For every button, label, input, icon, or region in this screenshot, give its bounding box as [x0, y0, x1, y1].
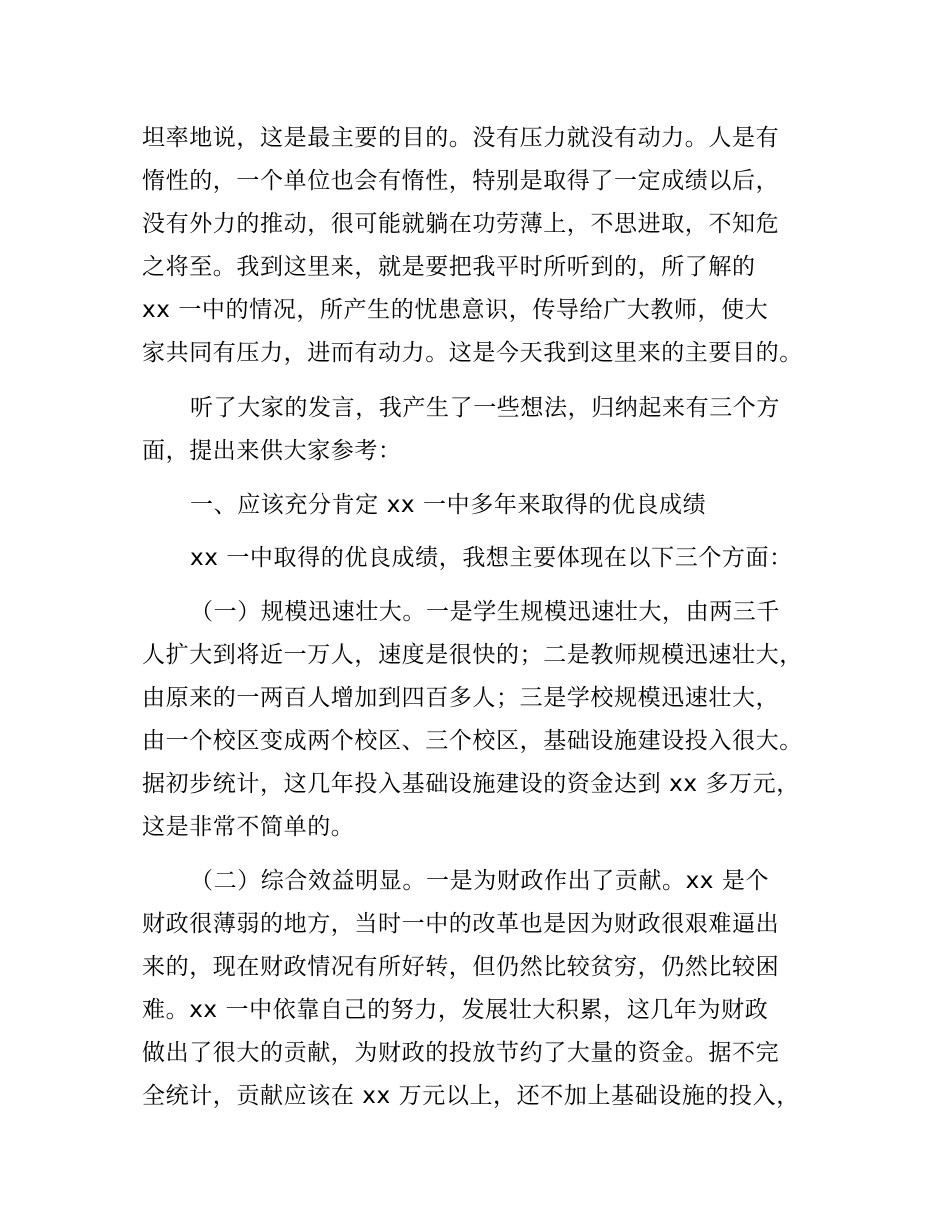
- section-heading: 一、应该充分肯定 xx 一中多年来取得的优良成绩: [190, 492, 707, 518]
- text-line: 惰性的，一个单位也会有惰性，特别是取得了一定成绩以后，: [142, 168, 780, 194]
- text-line: 由一个校区变成两个校区、三个校区，基础设施建设投入很大。: [142, 728, 803, 754]
- text-line: 全统计，贡献应该在 xx 万元以上，还不加上基础设施的投入，: [142, 1083, 800, 1109]
- text-line: 财政很薄弱的地方，当时一中的改革也是因为财政很艰难逼出: [142, 911, 780, 937]
- text-line: 没有外力的推动，很可能就躺在功劳薄上，不思进取，不知危: [142, 211, 780, 237]
- subsection-line: （一）规模迅速壮大。一是学生规模迅速壮大，由两三千: [190, 599, 780, 625]
- text-line: 人扩大到将近一万人，速度是很快的；二是教师规模迅速壮大，: [142, 642, 803, 668]
- text-line: xx 一中取得的优良成绩，我想主要体现在以下三个方面：: [190, 545, 793, 571]
- subsection-line: （二）综合效益明显。一是为财政作出了贡献。xx 是个: [190, 868, 770, 894]
- text-line: xx 一中的情况，所产生的忧患意识，传导给广大教师，使大: [142, 297, 769, 323]
- text-line: 难。xx 一中依靠自己的努力，发展壮大积累，这几年为财政: [142, 997, 769, 1023]
- text-line: 家共同有压力，进而有动力。这是今天我到这里来的主要目的。: [142, 340, 803, 366]
- text-line: 来的，现在财政情况有所好转，但仍然比较贫穷，仍然比较困: [142, 954, 780, 980]
- text-line: 面，提出来供大家参考：: [142, 438, 402, 464]
- text-line: 坦率地说，这是最主要的目的。没有压力就没有动力。人是有: [142, 125, 780, 151]
- text-line: 之将至。我到这里来，就是要把我平时所听到的，所了解的: [142, 254, 756, 280]
- text-line: 这是非常不简单的。: [142, 814, 355, 840]
- text-line: 据初步统计，这几年投入基础设施建设的资金达到 xx 多万元，: [142, 771, 800, 797]
- text-line: 由原来的一两百人增加到四百多人；三是学校规模迅速壮大，: [142, 685, 780, 711]
- text-line: 做出了很大的贡献，为财政的投放节约了大量的资金。据不完: [142, 1040, 780, 1066]
- text-line: 听了大家的发言，我产生了一些想法，归纳起来有三个方: [190, 395, 780, 421]
